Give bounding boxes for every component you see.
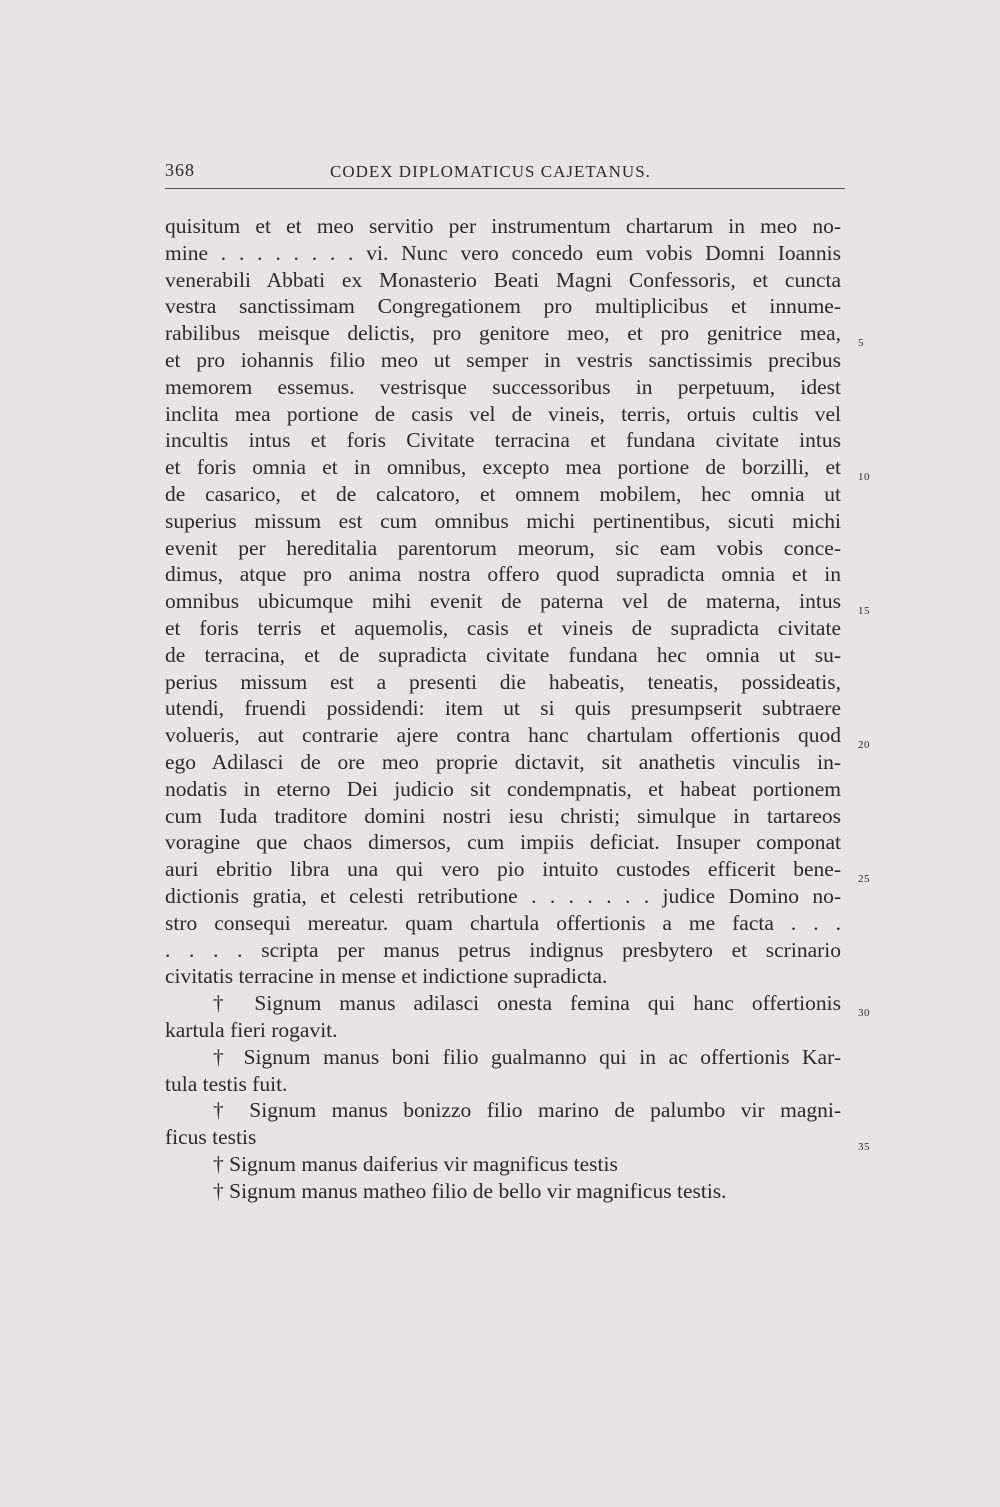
text-line: et foris terris et aquemolis, casis et vineis de supradicta civitate [165,615,841,640]
text-line: venerabili Abbati ex Monasterio Beati Magni Confessoris, et cuncta [165,267,841,292]
line-number: 10 [858,471,870,483]
text-line: inclita mea portione de casis vel de vineis, terris, ortuis cultis vel [165,401,841,426]
running-title: CODEX DIPLOMATICUS CAJETANUS. [330,162,651,181]
text-line: de terracina, et de supradicta civitate fundana hec omnia ut su- [165,642,841,667]
text-line: quisitum et et meo servitio per instrumentum chartarum in meo no- [165,214,841,238]
text-line: omnibus ubicumque mihi evenit de paterna vel de materna, intus [165,589,841,614]
line-number: 15 [858,605,870,617]
text-line: mine . . . . . . . . vi. Nunc vero concedo eum vobis Domni Ioannis [165,240,841,265]
line-number: 20 [858,739,870,751]
text-line: rabilibus meisque delictis, pro genitore meo, et pro genitrice mea, [165,321,841,346]
text-line: cum Iuda traditore domini nostri iesu christi; simulque in tartareos [165,803,841,828]
line-number: 35 [858,1141,870,1153]
line-number: 30 [858,1007,870,1019]
text-line: dimus, atque pro anima nostra offero quod supradicta omnia et in [165,562,841,587]
text-line: superius missum est cum omnibus michi pertinentibus, sicuti michi [165,508,841,533]
text-line: volueris, aut contrarie ajere contra hanc chartulam offertionis quod [165,723,841,748]
text-line: memorem essemus. vestrisque successoribus in perpetuum, idest [165,374,841,399]
text-line: dictionis gratia, et celesti retributione . . . . . . . judice Domino no- [165,883,841,908]
charter-text [165,213,841,1204]
line-number: 25 [858,873,870,885]
line-number: 5 [858,337,864,349]
text-line: vestra sanctissimam Congregationem pro multiplicibus et innume- [165,294,841,319]
signature-line: † Signum manus bonizzo filio marino de palumbo vir magni- [213,1098,841,1123]
signature-continuation: kartula fieri rogavit. [165,1017,338,1042]
text-line: evenit per hereditalia parentorum meorum, sic eam vobis conce- [165,535,841,560]
signature-line: † Signum manus boni filio gualmanno qui in ac offertionis Kar- [213,1044,841,1069]
signature-continuation: ficus testis [165,1125,257,1150]
signature-continuation: tula testis fuit. [165,1071,288,1096]
text-line: . . . . scripta per manus petrus indignus presbytero et scrinario [165,937,841,962]
text-line: nodatis in eterno Dei judicio sit condempnatis, et habeat portionem [165,776,841,801]
text-line: de casarico, et de calcatoro, et omnem mobilem, hec omnia ut [165,481,841,506]
text-line: ego Adilasci de ore meo proprie dictavit, sit anathetis vinculis in- [165,749,841,774]
text-line: voragine que chaos dimersos, cum impiis deficiat. Insuper componat [165,830,841,855]
text-line: et pro iohannis filio meo ut semper in vestris sanctissimis precibus [165,347,841,372]
text-line: incultis intus et foris Civitate terracina et fundana civitate intus [165,428,841,453]
text-line: et foris omnia et in omnibus, excepto mea portione de borzilli, et [165,455,841,480]
page-number: 368 [165,160,195,180]
text-line: auri ebritio libra una qui vero pio intuito custodes efficerit bene- [165,857,841,882]
text-line: utendi, fruendi possidendi: item ut si quis presumpserit subtraere [165,696,841,721]
text-line: civitatis terracine in mense et indictione supradicta. [165,964,608,989]
signature-line: † Signum manus adilasci onesta femina qui hanc offertionis [213,991,841,1016]
header-rule [165,188,845,189]
text-line: stro consequi mereatur. quam chartula offertionis a me facta . . . [165,910,841,935]
signature-line: † Signum manus matheo filio de bello vir magnificus testis. [213,1178,727,1203]
page-header [165,160,845,186]
signature-line: † Signum manus daiferius vir magnificus testis [213,1151,618,1176]
text-line: perius missum est a presenti die habeatis, teneatis, possideatis, [165,669,841,694]
